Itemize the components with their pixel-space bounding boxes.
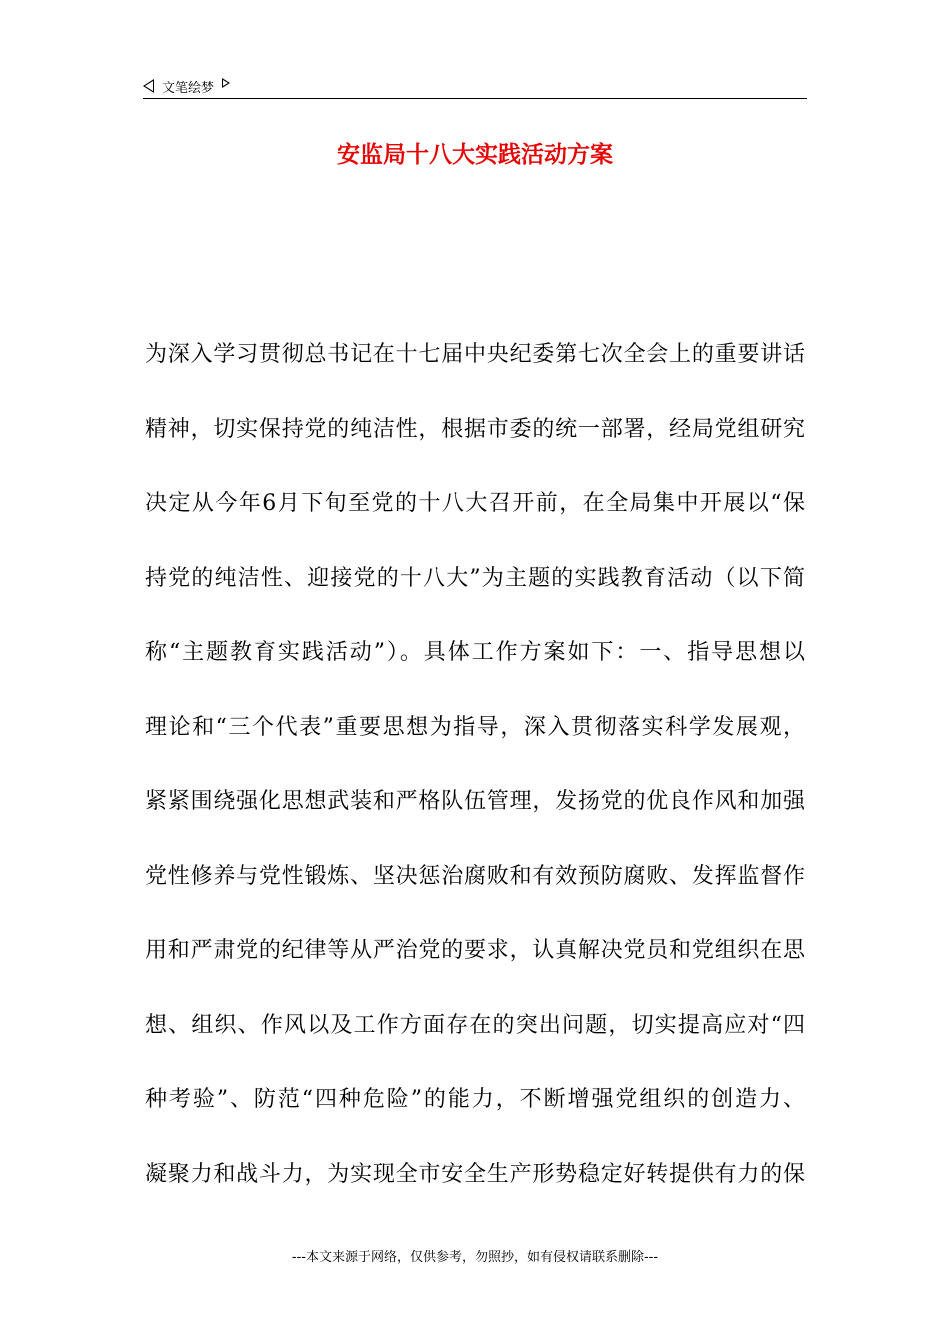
body-line: 种考验”、防范“四种危险”的能力，不断增强党组织的创造力、: [145, 1087, 805, 1112]
body-line: 决定从今年6月下旬至党的十八大召开前，在全局集中开展以“保: [145, 491, 805, 516]
body-line: 称“主题教育实践活动”）。具体工作方案如下：一、指导思想以: [145, 640, 805, 665]
triangle-left-icon: [143, 79, 154, 93]
body-line: 持党的纯洁性、迎接党的十八大”为主题的实践教育活动（以下简: [145, 565, 805, 591]
page-header: [143, 74, 807, 99]
body-line: 凝聚力和战斗力，为实现全市安全生产形势稳定好转提供有力的保: [145, 1161, 805, 1187]
body-line: 用和严肃党的纪律等从严治党的要求，认真解决党员和党组织在思: [145, 938, 805, 963]
document-title: 安监局十八大实践活动方案: [337, 142, 613, 168]
body-line: 想、组织、作风以及工作方面存在的突出问题，切实提高应对“四: [145, 1012, 805, 1038]
body-line: 精神，切实保持党的纯洁性，根据市委的统一部署，经局党组研究: [145, 416, 805, 442]
triangle-right-icon: [222, 78, 230, 88]
body-line: 紧紧围绕强化思想武装和严格队伍管理，发扬党的优良作风和加强: [145, 789, 805, 814]
body-line: 理论和“三个代表”重要思想为指导，深入贯彻落实科学发展观，: [145, 714, 805, 740]
body-line: 为深入学习贯彻总书记在十七届中央纪委第七次全会上的重要讲话: [145, 342, 805, 367]
document-body: [145, 318, 805, 1212]
body-line: 党性修养与党性锻炼、坚决惩治腐败和有效预防腐败、发挥监督作: [145, 863, 805, 889]
page-footer: ---本文来源于网络，仅供参考，勿照抄，如有侵权请联系删除---: [291, 1250, 659, 1265]
header-label: 文笔绘梦: [162, 80, 215, 96]
